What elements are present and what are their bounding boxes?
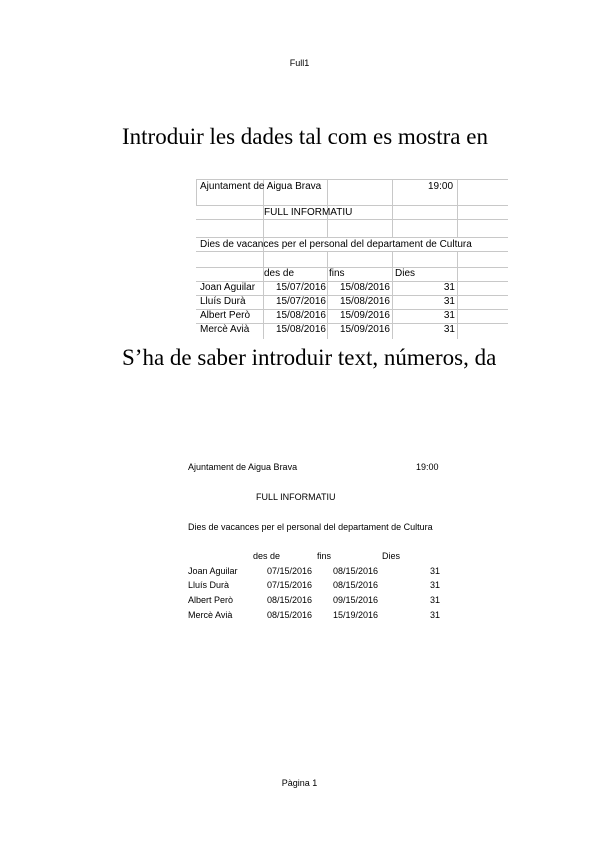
grid-line — [196, 219, 508, 220]
printed-col-header: fins — [317, 551, 332, 561]
printed-subtitle: FULL INFORMATIU — [256, 492, 336, 502]
sheet-cell: 15/09/2016 — [339, 310, 390, 321]
page-header: Full1 — [289, 58, 310, 68]
printed-cell: 31 — [429, 610, 440, 620]
sheet-title: Ajuntament de Aigua Brava — [200, 181, 322, 192]
sheet-cell: 15/08/2016 — [339, 282, 390, 293]
grid-line — [196, 205, 508, 206]
printed-cell: 08/15/2016 — [266, 595, 312, 605]
sheet-col-header: fins — [329, 268, 345, 279]
printed-time: 19:00 — [416, 462, 439, 472]
printed-cell: 08/15/2016 — [266, 610, 312, 620]
sheet-time: 19:00 — [428, 181, 454, 192]
printed-cell: Albert Però — [188, 595, 234, 605]
printed-cell: 07/15/2016 — [266, 566, 312, 576]
sheet-cell: 31 — [443, 310, 455, 321]
sheet-cell: 15/07/2016 — [275, 282, 326, 293]
spreadsheet-image — [196, 179, 508, 339]
grid-line — [196, 179, 197, 205]
printed-cell: Joan Aguilar — [188, 566, 238, 576]
grid-line — [457, 179, 458, 237]
sheet-cell: 15/07/2016 — [275, 296, 326, 307]
printed-col-header: Dies — [382, 551, 401, 561]
printed-cell: Mercè Avià — [188, 610, 233, 620]
printed-cell: 31 — [429, 595, 440, 605]
grid-line — [196, 251, 508, 252]
sheet-cell: 15/08/2016 — [275, 324, 326, 335]
note-line: S’ha de saber introduir text, números, da — [122, 345, 497, 370]
printed-cell: Lluís Durà — [188, 580, 230, 590]
grid-line — [392, 179, 393, 237]
sheet-cell: Mercè Avià — [200, 324, 250, 335]
sheet-cell: Joan Aguilar — [200, 282, 256, 293]
sheet-cell: 15/08/2016 — [275, 310, 326, 321]
grid-line — [196, 267, 508, 268]
sheet-cell: Lluís Durà — [200, 296, 246, 307]
intro-line: Introduir les dades tal com es mostra en — [122, 124, 488, 149]
sheet-cell: 31 — [443, 324, 455, 335]
sheet-cell: 31 — [443, 282, 455, 293]
sheet-col-header: des de — [264, 268, 295, 279]
grid-line — [457, 251, 458, 339]
sheet-subtitle: FULL INFORMATIU — [264, 207, 353, 218]
printed-cell: 07/15/2016 — [266, 580, 312, 590]
sheet-col-header: Dies — [395, 268, 416, 279]
printed-cell: 08/15/2016 — [332, 580, 378, 590]
printed-cell: 15/19/2016 — [332, 610, 378, 620]
printed-description: Dies de vacances per el personal del departament de Cultura — [188, 522, 433, 532]
grid-line — [196, 179, 508, 180]
page-footer: Pàgina 1 — [281, 778, 318, 788]
grid-line — [196, 237, 508, 238]
printed-col-header: des de — [253, 551, 281, 561]
printed-title: Ajuntament de Aigua Brava — [188, 462, 298, 472]
sheet-cell: 15/09/2016 — [339, 324, 390, 335]
sheet-cell: 15/08/2016 — [339, 296, 390, 307]
printed-cell: 09/15/2016 — [332, 595, 378, 605]
sheet-cell: 31 — [443, 296, 455, 307]
printed-cell: 31 — [429, 580, 440, 590]
printed-cell: 31 — [429, 566, 440, 576]
sheet-cell: Albert Però — [200, 310, 251, 321]
printed-cell: 08/15/2016 — [332, 566, 378, 576]
sheet-description: Dies de vacances per el personal del departament de Cultura — [200, 239, 472, 250]
